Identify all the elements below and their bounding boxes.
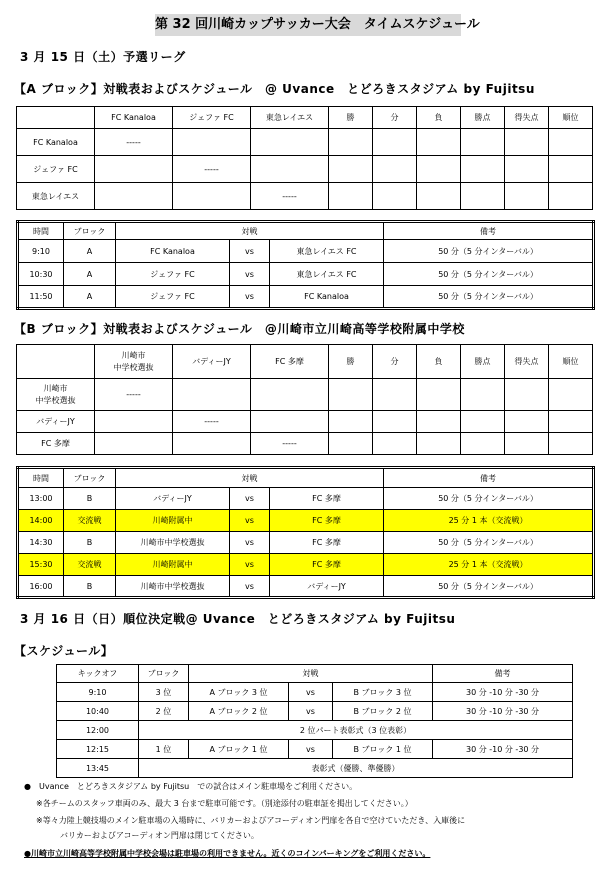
result-cell [417, 183, 461, 210]
table-header-row [17, 345, 593, 379]
schedule-row [18, 286, 594, 309]
kickoff-time: 14:00 [18, 510, 64, 532]
column-header: 順位 [549, 107, 593, 129]
vs-label: vs [289, 740, 333, 759]
home-team: ジェファ FC [116, 286, 230, 309]
away-team: FC 多摩 [270, 554, 384, 576]
column-header: ブロック [64, 468, 116, 488]
result-cell [329, 183, 373, 210]
home-team: A ブロック 1 位 [189, 740, 289, 759]
result-cell [417, 129, 461, 156]
block-label: A [64, 240, 116, 263]
result-cell [505, 433, 549, 455]
match-note: 50 分（5 分インターバル） [384, 286, 594, 309]
column-header: 備考 [384, 468, 594, 488]
result-cell [95, 156, 173, 183]
column-header: キックオフ [57, 665, 139, 683]
result-cell: ----- [95, 129, 173, 156]
result-cell: ----- [173, 156, 251, 183]
result-cell [461, 379, 505, 411]
result-cell [373, 183, 417, 210]
vs-label: vs [289, 683, 333, 702]
block-label: B [64, 532, 116, 554]
column-header: FC 多摩 [251, 345, 329, 379]
column-header: 東急レイエス [251, 107, 329, 129]
result-cell [251, 379, 329, 411]
note-5: ●川崎市立川崎高等学校附属中学校会場は駐車場の利用できません。近くのコインパーキングをご利用ください。 [24, 849, 431, 858]
kickoff-time: 12:00 [57, 721, 139, 740]
column-header: FC Kanaloa [95, 107, 173, 129]
result-cell: ----- [251, 433, 329, 455]
block-label: A [64, 263, 116, 286]
blockB-standings-table [16, 344, 593, 455]
column-header: 負 [417, 107, 461, 129]
column-header: 得失点 [505, 345, 549, 379]
result-cell [373, 433, 417, 455]
result-cell: ----- [251, 183, 329, 210]
home-team: A ブロック 2 位 [189, 702, 289, 721]
schedule-row [18, 554, 594, 576]
block-label: B [64, 576, 116, 598]
result-cell [549, 129, 593, 156]
result-cell [461, 156, 505, 183]
kickoff-time: 13:45 [57, 759, 139, 778]
table-row [17, 156, 593, 183]
table-header-row [18, 222, 594, 240]
schedule-row [18, 240, 594, 263]
team-name: ジェファ FC [17, 156, 95, 183]
result-cell [329, 379, 373, 411]
kickoff-time: 9:10 [57, 683, 139, 702]
team-name: FC Kanaloa [17, 129, 95, 156]
column-header: 得失点 [505, 107, 549, 129]
result-cell [173, 129, 251, 156]
column-header: バディーJY [173, 345, 251, 379]
column-header: 対戦 [116, 468, 384, 488]
team-name: 川崎市 中学校選抜 [17, 379, 95, 411]
result-cell [461, 183, 505, 210]
kickoff-time: 14:30 [18, 532, 64, 554]
kickoff-time: 10:30 [18, 263, 64, 286]
kickoff-time: 15:30 [18, 554, 64, 576]
home-team: A ブロック 3 位 [189, 683, 289, 702]
column-header: ブロック [139, 665, 189, 683]
team-name: 東急レイエス [17, 183, 95, 210]
away-team: FC 多摩 [270, 510, 384, 532]
block-label: 交流戦 [64, 510, 116, 532]
block-label: 1 位 [139, 740, 189, 759]
result-cell [549, 433, 593, 455]
table-header-row [17, 107, 593, 129]
vs-label: vs [230, 488, 270, 510]
away-team: FC Kanaloa [270, 286, 384, 309]
table-row [17, 183, 593, 210]
result-cell [95, 433, 173, 455]
kickoff-time: 10:40 [57, 702, 139, 721]
schedule-row [18, 576, 594, 598]
match-note: 25 分 1 本（交流戦） [384, 510, 594, 532]
away-team: 東急レイエス FC [270, 240, 384, 263]
result-cell [505, 411, 549, 433]
block-label: 3 位 [139, 683, 189, 702]
match-note: 50 分（5 分インターバル） [384, 576, 594, 598]
result-cell [173, 379, 251, 411]
result-cell [461, 129, 505, 156]
result-cell [505, 183, 549, 210]
result-cell [549, 183, 593, 210]
column-header: 備考 [433, 665, 573, 683]
note-1: ● Uvance とどろきスタジアム by Fujitsu での試合はメイン駐車場をご利用ください。 [24, 782, 358, 791]
result-cell [373, 156, 417, 183]
note-2: ※各チームのスタッフ車両のみ、最大 3 台まで駐車可能です。（別途添付の駐車証を掲出してください。） [36, 799, 413, 808]
blockB-heading: 【B ブロック】対戦表およびスケジュール @川崎市立川崎高等学校附属中学校 [14, 322, 465, 336]
away-team: B ブロック 1 位 [333, 740, 433, 759]
table-row [17, 411, 593, 433]
result-cell [329, 156, 373, 183]
match-note: 30 分 -10 分 -30 分 [433, 702, 573, 721]
column-header: 勝 [329, 107, 373, 129]
vs-label: vs [230, 286, 270, 309]
result-cell [373, 129, 417, 156]
day1-heading: 3 月 15 日（土）予選リーグ [20, 50, 186, 64]
result-cell [251, 129, 329, 156]
result-cell [95, 411, 173, 433]
column-header: 対戦 [189, 665, 433, 683]
kickoff-time: 11:50 [18, 286, 64, 309]
result-cell [373, 379, 417, 411]
column-header: ジェファ FC [173, 107, 251, 129]
kickoff-time: 9:10 [18, 240, 64, 263]
away-team: バディーJY [270, 576, 384, 598]
result-cell [329, 129, 373, 156]
team-name: FC 多摩 [17, 433, 95, 455]
table-row [17, 433, 593, 455]
schedule-row [57, 740, 573, 759]
block-label: 2 位 [139, 702, 189, 721]
page-title: 第 32 回川崎カップサッカー大会 タイムスケジュール [155, 14, 461, 36]
column-header: 勝点 [461, 345, 505, 379]
column-header: 分 [373, 345, 417, 379]
column-header [17, 107, 95, 129]
kickoff-time: 12:15 [57, 740, 139, 759]
result-cell [329, 411, 373, 433]
blockB-schedule-table [16, 466, 595, 599]
home-team: バディーJY [116, 488, 230, 510]
result-cell [173, 183, 251, 210]
result-cell [373, 411, 417, 433]
event-label: 表彰式（優勝、準優勝） [139, 759, 573, 778]
vs-label: vs [230, 576, 270, 598]
result-cell [505, 156, 549, 183]
block-label: B [64, 488, 116, 510]
result-cell [417, 379, 461, 411]
column-header: 川崎市 中学校選抜 [95, 345, 173, 379]
away-team: B ブロック 3 位 [333, 683, 433, 702]
note-4: バリカーおよびアコーディオン門扉は閉じてください。 [60, 831, 259, 840]
column-header: 時間 [18, 222, 64, 240]
column-header [17, 345, 95, 379]
result-cell [549, 156, 593, 183]
result-cell [461, 411, 505, 433]
column-header: 分 [373, 107, 417, 129]
event-label: 2 位パート表彰式（3 位表彰） [139, 721, 573, 740]
column-header: 備考 [384, 222, 594, 240]
column-header: 勝点 [461, 107, 505, 129]
schedule-row [18, 263, 594, 286]
day2-heading: 3 月 16 日（日）順位決定戦@ Uvance とどろきスタジアム by Fujitsu [20, 612, 456, 626]
result-cell [505, 129, 549, 156]
team-name: バディーJY [17, 411, 95, 433]
day2-schedule-table [56, 664, 573, 778]
blockA-heading: 【A ブロック】対戦表およびスケジュール @ Uvance とどろきスタジアム by Fujitsu [14, 82, 535, 96]
column-header: ブロック [64, 222, 116, 240]
match-note: 50 分（5 分インターバル） [384, 488, 594, 510]
schedule-row [57, 759, 573, 778]
vs-label: vs [230, 263, 270, 286]
column-header: 勝 [329, 345, 373, 379]
schedule-row [18, 510, 594, 532]
schedule-row [57, 683, 573, 702]
result-cell [461, 433, 505, 455]
home-team: 川崎附属中 [116, 510, 230, 532]
result-cell [329, 433, 373, 455]
result-cell [417, 156, 461, 183]
vs-label: vs [230, 240, 270, 263]
kickoff-time: 13:00 [18, 488, 64, 510]
kickoff-time: 16:00 [18, 576, 64, 598]
schedule-row [18, 532, 594, 554]
match-note: 50 分（5 分インターバル） [384, 240, 594, 263]
table-header-row [18, 468, 594, 488]
vs-label: vs [289, 702, 333, 721]
match-note: 30 分 -10 分 -30 分 [433, 740, 573, 759]
block-label: 交流戦 [64, 554, 116, 576]
result-cell: ----- [173, 411, 251, 433]
match-note: 50 分（5 分インターバル） [384, 263, 594, 286]
home-team: FC Kanaloa [116, 240, 230, 263]
home-team: 川崎附属中 [116, 554, 230, 576]
home-team: 川崎市中学校選抜 [116, 576, 230, 598]
schedule-row [57, 721, 573, 740]
vs-label: vs [230, 510, 270, 532]
result-cell [173, 433, 251, 455]
result-cell [549, 411, 593, 433]
away-team: 東急レイエス FC [270, 263, 384, 286]
result-cell [95, 183, 173, 210]
result-cell [505, 379, 549, 411]
home-team: 川崎市中学校選抜 [116, 532, 230, 554]
away-team: FC 多摩 [270, 532, 384, 554]
vs-label: vs [230, 554, 270, 576]
result-cell [417, 433, 461, 455]
home-team: ジェファ FC [116, 263, 230, 286]
column-header: 順位 [549, 345, 593, 379]
column-header: 負 [417, 345, 461, 379]
table-row [17, 379, 593, 411]
schedule-heading: 【スケジュール】 [14, 644, 114, 658]
away-team: FC 多摩 [270, 488, 384, 510]
block-label: A [64, 286, 116, 309]
result-cell [251, 156, 329, 183]
result-cell [417, 411, 461, 433]
schedule-row [18, 488, 594, 510]
table-header-row [57, 665, 573, 683]
match-note: 50 分（5 分インターバル） [384, 532, 594, 554]
schedule-row [57, 702, 573, 721]
result-cell: ----- [95, 379, 173, 411]
column-header: 時間 [18, 468, 64, 488]
match-note: 30 分 -10 分 -30 分 [433, 683, 573, 702]
result-cell [549, 379, 593, 411]
note-3: ※等々力陸上競技場のメイン駐車場の入場時に、バリカーおよびアコーディオン門扉を各自で空けていただき、入庫後に [36, 816, 466, 825]
table-row [17, 129, 593, 156]
vs-label: vs [230, 532, 270, 554]
column-header: 対戦 [116, 222, 384, 240]
match-note: 25 分 1 本（交流戦） [384, 554, 594, 576]
blockA-standings-table [16, 106, 593, 210]
blockA-schedule-table [16, 220, 595, 310]
result-cell [251, 411, 329, 433]
away-team: B ブロック 2 位 [333, 702, 433, 721]
